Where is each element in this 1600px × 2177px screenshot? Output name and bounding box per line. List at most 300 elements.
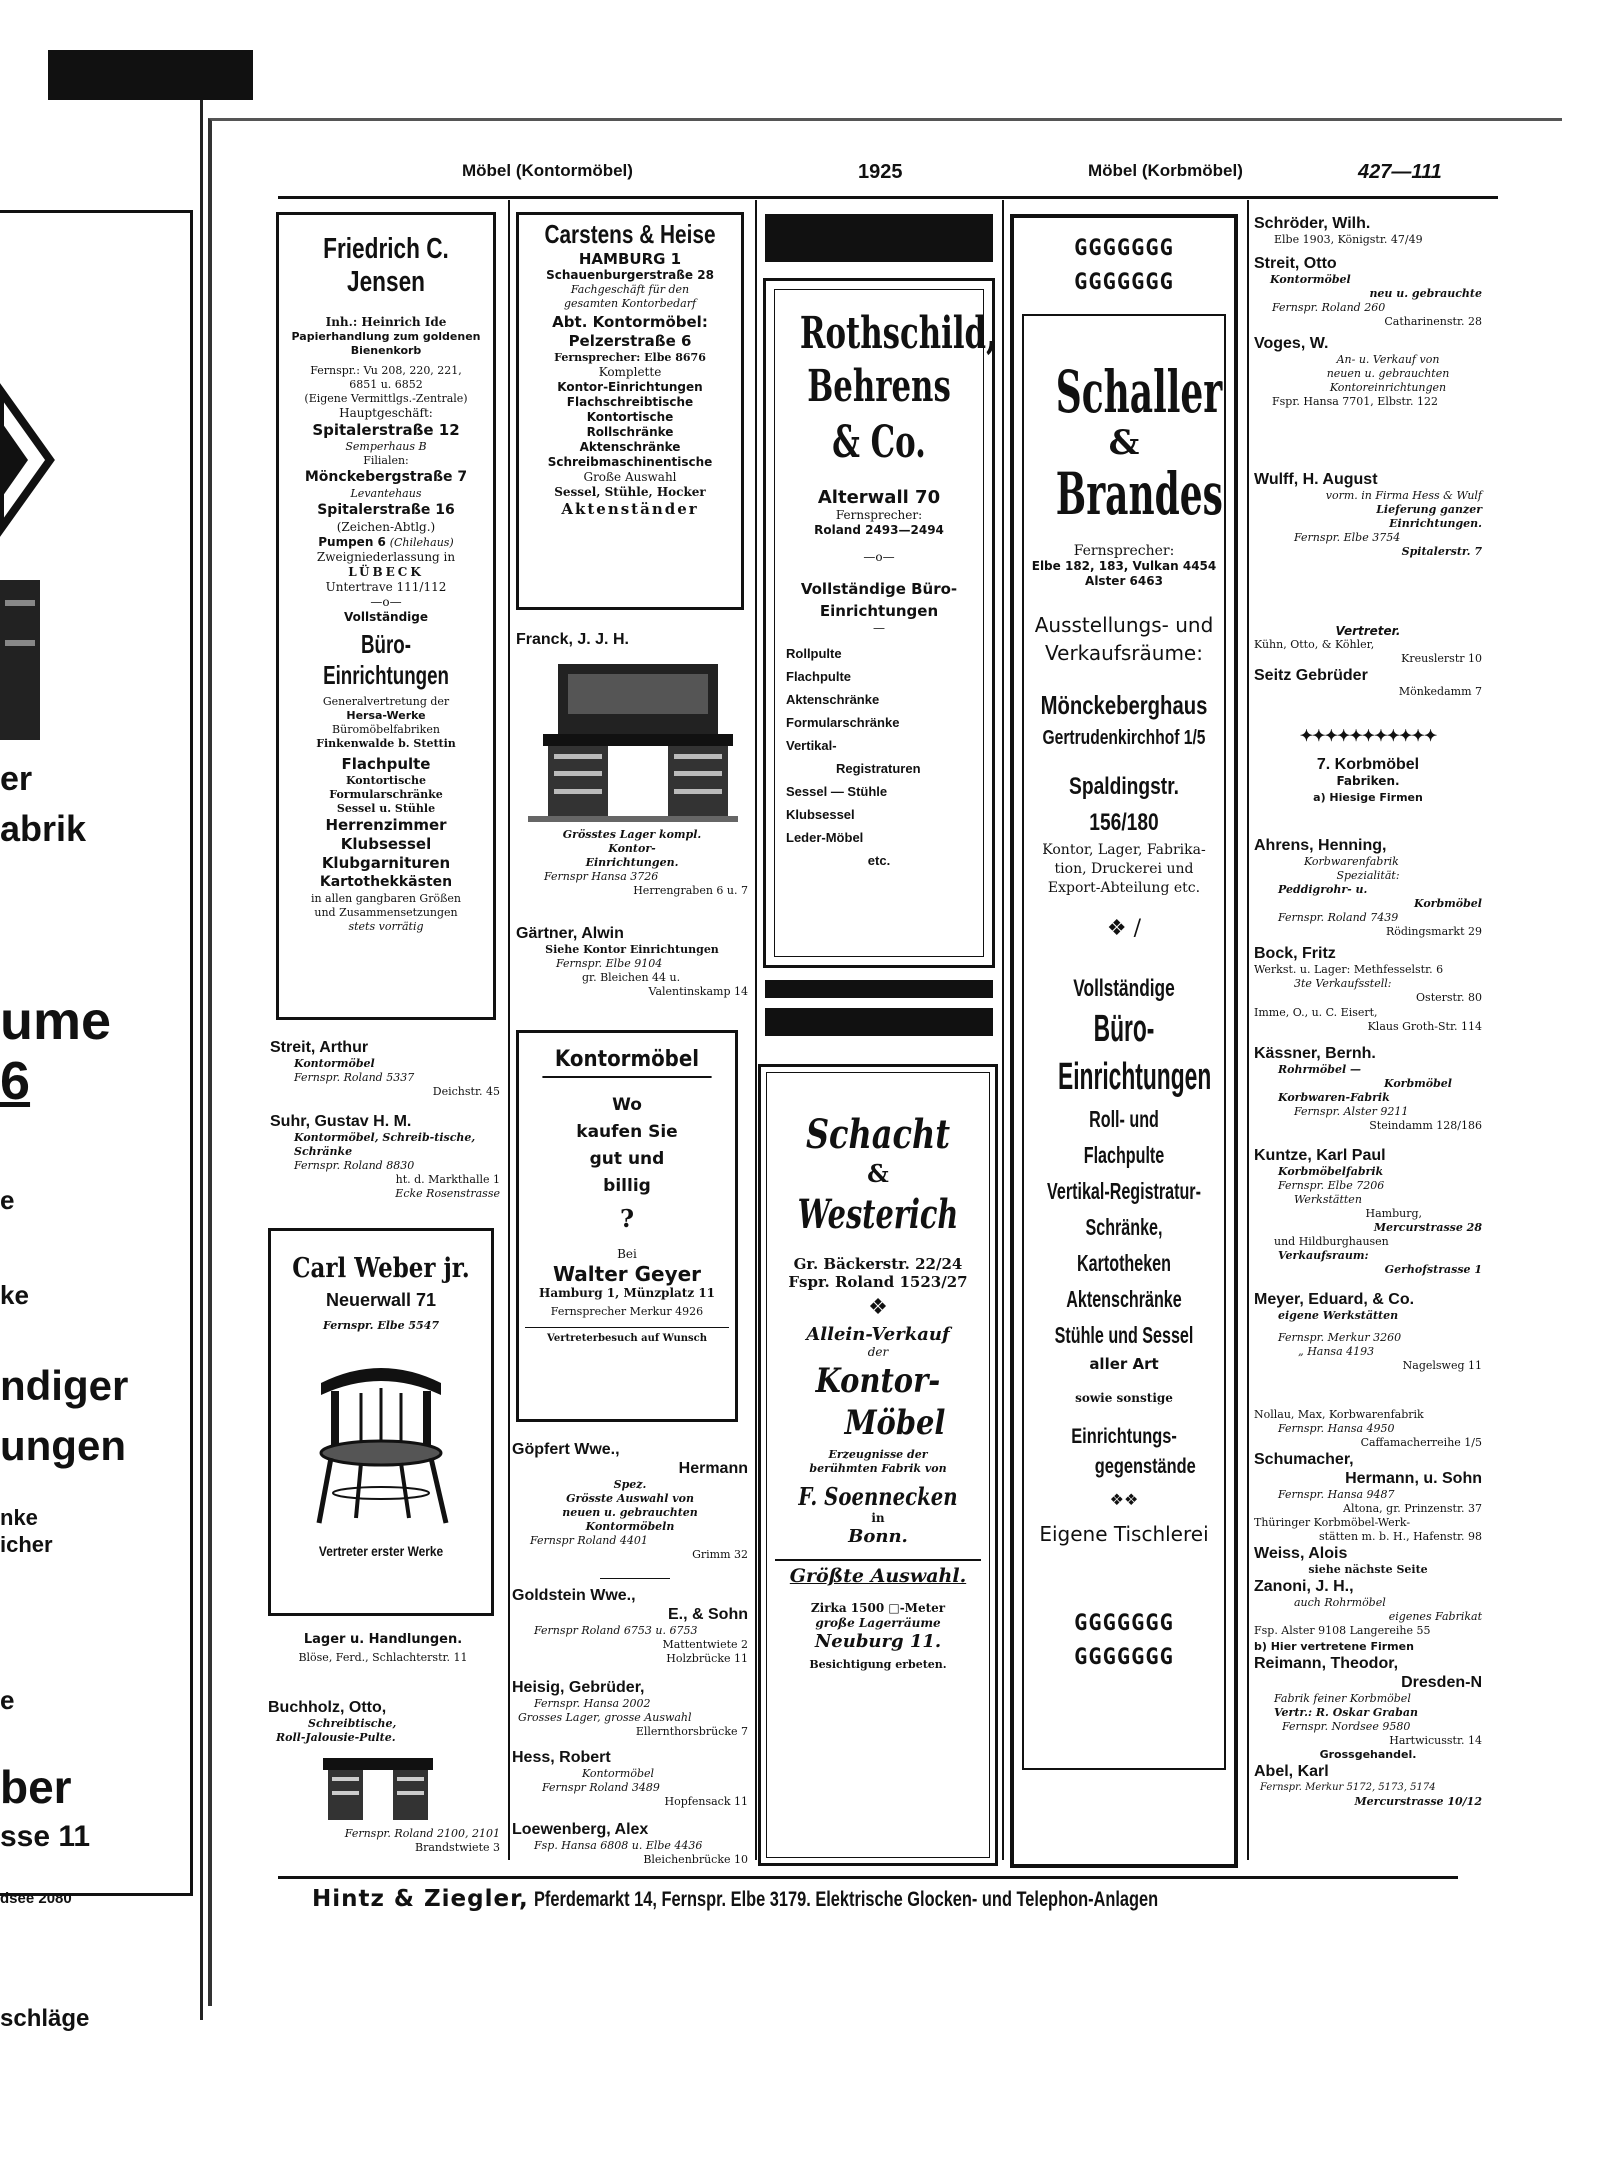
entry-sub3: Peddigrohr- u. xyxy=(1278,883,1368,896)
jensen-city-addr: Untertrave 111/112 xyxy=(325,580,447,594)
entry-addr: gr. Bleichen 44 u. xyxy=(582,971,681,984)
schacht-erz-1: Erzeugnisse der xyxy=(828,1448,928,1461)
entry-addr: Grimm 32 xyxy=(692,1548,748,1561)
schaller-orn-icon: GGGGGGG xyxy=(1074,1645,1174,1670)
voges-entry xyxy=(1254,334,1482,409)
rothschild-sep: —o— xyxy=(863,550,895,564)
schumacher: Schumacher, xyxy=(1254,1451,1354,1468)
jensen-main-label: Hauptgeschäft: xyxy=(339,406,433,420)
schacht-zirka: Zirka 1500 □-Meter xyxy=(810,1601,946,1615)
black-bar-mid-2 xyxy=(765,1008,993,1036)
entry-phone: Fernspr. Roland 5337 xyxy=(294,1071,415,1084)
jensen-sep: —o— xyxy=(370,595,402,609)
korb-a: a) Hiesige Firmen xyxy=(1313,791,1423,804)
entry-sub: Kontormöbel xyxy=(582,1767,655,1780)
schacht-besicht: Besichtigung erbeten. xyxy=(809,1658,947,1671)
entry-addr: Catharinenstr. 28 xyxy=(1384,315,1482,328)
schumacher-2: Hermann, u. Sohn xyxy=(1345,1470,1482,1487)
schaller-phone-label: Fernsprecher: xyxy=(1073,543,1175,559)
jensen-item-4: Sessel u. Stühle xyxy=(336,802,436,815)
entry-phone: Fspr. Hansa 7701, Elbstr. 122 xyxy=(1272,395,1438,408)
franck-entry xyxy=(516,630,748,898)
entry-addr3: und Hildburghausen xyxy=(1274,1235,1389,1248)
entry-addr: Spitalerstr. 7 xyxy=(1401,545,1482,558)
geyer-bei: Bei xyxy=(617,1247,637,1261)
entry-name2: Hermann xyxy=(678,1460,748,1477)
schacht-soennecken: F. Soennecken xyxy=(798,1482,958,1511)
entry-sub3: Kontoreinrichtungen xyxy=(1329,381,1447,394)
entry-sub2: Werkstätten xyxy=(1294,1193,1362,1206)
vertreter-e1b: Kreuslerstr 10 xyxy=(1401,652,1482,665)
korb-b: b) Hier vertretene Firmen xyxy=(1254,1640,1414,1653)
jensen-buero: Büro-Einrichtungen xyxy=(323,629,449,690)
entry-name: Göpfert Wwe., xyxy=(512,1441,620,1458)
entry-sub2: Roll-Jalousie-Pulte. xyxy=(276,1731,396,1744)
carstens-item-1: Kontor-Einrichtungen xyxy=(557,380,703,394)
jensen-item-1: Flachpulte xyxy=(341,755,431,773)
left-frag-3: ume xyxy=(0,991,112,1051)
entry-name: Gärtner, Alwin xyxy=(516,925,624,942)
schacht-erz-2: berühmten Fabrik von xyxy=(809,1462,947,1475)
entry-sub: Siehe Kontor Einrichtungen xyxy=(545,943,719,956)
page-number: 427—111 xyxy=(1358,161,1442,183)
entry-sub: Korbwarenfabrik xyxy=(1304,855,1399,868)
jensen-desc-2: Bienenkorb xyxy=(350,344,422,357)
entry-sub2: Korbmöbel xyxy=(1384,1077,1452,1090)
ahrens-entry xyxy=(1254,836,1482,939)
rothschild-name-1: Rothschild, xyxy=(799,308,997,359)
abel-2: Fernspr. Merkur 5172, 5173, 5174 xyxy=(1260,1782,1436,1793)
header-rule xyxy=(278,196,1498,199)
schaller-aller: aller Art xyxy=(1089,1355,1159,1373)
entry-sub2: Grösste Auswahl von xyxy=(566,1492,694,1505)
franck-kontor: Kontor- xyxy=(608,842,656,855)
carstens-item-2: Flachschreibtische xyxy=(566,395,694,409)
black-bar-mid-1 xyxy=(765,980,993,998)
schacht-moebel: Möbel xyxy=(844,1403,946,1443)
jensen-desc-1: Papierhandlung zum goldenen xyxy=(291,330,481,343)
entry-sub2: Spezialität: xyxy=(1336,869,1400,882)
buchholz-entry xyxy=(268,1698,500,1855)
entry-name2: E., & Sohn xyxy=(668,1606,748,1623)
schaller-tisch: Eigene Tischlerei xyxy=(1039,1522,1209,1546)
geyer-q4: billig xyxy=(603,1176,651,1196)
footer-text: Pferdemarkt 14, Fernspr. Elbe 3179. Elektrische Glocken- und Telephon-Anlagen xyxy=(533,1888,1159,1911)
entry-addr: Nagelsweg 11 xyxy=(1402,1359,1482,1372)
reimann-5: Fernspr. Nordsee 9580 xyxy=(1282,1720,1411,1733)
entry-addr2: Ecke Rosenstrasse xyxy=(395,1187,500,1200)
rothschild-item: Aktenschränke xyxy=(786,692,880,707)
rolltop-desk-icon xyxy=(528,659,738,824)
streit-otto-entry xyxy=(1254,254,1482,329)
black-bar-top xyxy=(765,214,993,262)
entry-addr: Hopfensack 11 xyxy=(664,1795,748,1808)
zanoni-3: eigenes Fabrikat xyxy=(1388,1610,1482,1623)
jensen-general-4: Finkenwalde b. Stettin xyxy=(316,737,456,750)
jensen-complete: Vollständige xyxy=(343,610,429,624)
entry-name: Streit, Otto xyxy=(1254,255,1337,272)
scan-edge xyxy=(48,50,253,100)
schacht-addr: Gr. Bäckerstr. 22/24 xyxy=(793,1255,963,1273)
left-ornament-icon xyxy=(0,360,70,560)
left-frag-9: nke xyxy=(0,1505,38,1530)
jensen-branch-1: Mönckebergstraße 7 xyxy=(304,469,468,485)
entry-name: Voges, W. xyxy=(1254,335,1329,352)
schumacher-addr: Altona, gr. Prinzenstr. 37 xyxy=(1343,1502,1482,1515)
schaller-dia-icon: ❖ / xyxy=(1106,916,1142,941)
thueringer-2: stätten m. b. H., Hafenstr. 98 xyxy=(1318,1530,1482,1543)
abel: Abel, Karl xyxy=(1254,1763,1329,1780)
entry-name: Bock, Fritz xyxy=(1254,945,1336,962)
jensen-main-sub: Semperhaus B xyxy=(345,440,427,453)
carstens-item-5: Aktenschränke xyxy=(579,440,681,454)
entry-sub: Kontormöbel xyxy=(1270,273,1351,286)
carstens-akten: Aktenständer xyxy=(561,500,699,518)
schaller-ausst-1: Ausstellungs- und xyxy=(1034,613,1214,637)
schaller-item-1: Roll- und Flachpulte xyxy=(1083,1106,1165,1168)
entry-sub2: 3te Verkaufsstell: xyxy=(1294,977,1392,990)
entry-addr: Ellernthorsbrücke 7 xyxy=(635,1725,748,1738)
schaller-spald: Spaldingstr. 156/180 xyxy=(1069,773,1179,836)
schaller-kontor-2: tion, Druckerei und xyxy=(1054,861,1194,877)
entry-phone: Fernspr. Elbe 9104 xyxy=(556,957,663,970)
left-frag-7: ndiger xyxy=(0,1362,129,1409)
weber-street: Neuerwall 71 xyxy=(325,1290,437,1310)
entry-name: Goldstein Wwe., xyxy=(512,1587,636,1604)
entry-name: Schröder, Wilh. xyxy=(1254,215,1371,232)
gaertner-entry xyxy=(516,924,748,999)
rothschild-name-3: & Co. xyxy=(832,417,926,468)
footer-name: Hintz & Ziegler, xyxy=(312,1886,529,1912)
schacht-phone: Fspr. Roland 1523/27 xyxy=(788,1273,968,1291)
jensen-zweig: Zweigniederlassung in xyxy=(316,550,456,564)
hess-entry xyxy=(512,1748,748,1809)
reimann-2: Dresden-N xyxy=(1401,1674,1482,1691)
entry-line: Elbe 1903, Königstr. 47/49 xyxy=(1274,233,1423,246)
grosshandel: Grossgehandel. xyxy=(1319,1748,1417,1761)
schacht-der: der xyxy=(867,1345,889,1359)
jensen-branch-label: Filialen: xyxy=(363,454,409,467)
left-frag-2: abrik xyxy=(0,808,87,849)
reimann-6: Hartwicusstr. 14 xyxy=(1389,1734,1482,1747)
heisig-entry xyxy=(512,1678,748,1739)
schaller-einr2: Einrichtungs- xyxy=(1071,1425,1177,1448)
entry-phone: Fernspr Roland 4401 xyxy=(530,1534,648,1547)
carstens-auswahl: Große Auswahl xyxy=(583,470,677,484)
franck-lager: Grösstes Lager kompl. xyxy=(562,828,702,841)
schroeder-entry xyxy=(1254,214,1482,247)
left-frag-6: ke xyxy=(0,1280,29,1310)
entry-addr: Bleichenbrücke 10 xyxy=(643,1853,748,1866)
franck-addr: Herrengraben 6 u. 7 xyxy=(633,884,748,897)
rothschild-complete-2: Einrichtungen xyxy=(819,602,939,620)
schaller-sowie: sowie sonstige xyxy=(1075,1391,1173,1405)
schaller-item-3: Schränke, Kartotheken xyxy=(1077,1214,1171,1276)
entry-sub3: neuen u. gebrauchten xyxy=(562,1506,698,1519)
col-rule-4 xyxy=(1247,200,1249,1860)
geyer-addr: Hamburg 1, Münzplatz 11 xyxy=(538,1286,716,1300)
entry-sub: Schreibtische, xyxy=(308,1717,397,1730)
schaller-complete: Vollständige xyxy=(1073,975,1175,1002)
bock-entry xyxy=(1254,944,1482,1005)
schaller-orn-icon: GGGGGGG xyxy=(1074,270,1174,295)
lager-section xyxy=(268,1632,498,1665)
entry-phone: Fernspr. Elbe 3754 xyxy=(1294,531,1401,544)
entry-name: Kässner, Bernh. xyxy=(1254,1045,1376,1062)
zanoni: Zanoni, J. H., xyxy=(1254,1578,1354,1595)
entry-addr: Deichstr. 45 xyxy=(432,1085,500,1098)
rothschild-item: Rollpulte xyxy=(786,646,842,661)
left-frag-4: 6 xyxy=(0,1051,31,1111)
separator xyxy=(600,1578,670,1579)
entry-name: Ahrens, Henning, xyxy=(1254,837,1387,854)
carstens-item-6: Schreibmaschinentische xyxy=(547,455,713,469)
entry-sub: eigene Werkstätten xyxy=(1278,1309,1399,1322)
entry-sub: Werkst. u. Lager: Methfesselstr. 6 xyxy=(1254,963,1444,976)
entry-addr2: Valentinskamp 14 xyxy=(648,985,748,998)
meyer-entry xyxy=(1254,1290,1482,1373)
rothschild-phone-label: Fernsprecher: xyxy=(835,508,923,522)
rothschild-item: Sessel — Stühle xyxy=(786,784,888,799)
jensen-phone-1: Fernspr.: Vu 208, 220, 221, xyxy=(310,364,462,377)
entry-sub3: Korbwaren-Fabrik xyxy=(1278,1091,1390,1104)
rothschild-phone: Roland 2493—2494 xyxy=(814,523,944,537)
schacht-orn-icon: ❖ xyxy=(868,1295,888,1320)
jensen-general-2: Hersa-Werke xyxy=(346,709,426,722)
jensen-footer-2: und Zusammensetzungen xyxy=(314,906,458,919)
weiss: Weiss, Alois xyxy=(1254,1545,1348,1562)
geyer-ad xyxy=(516,1030,738,1422)
left-frag-12: ber xyxy=(0,1761,72,1813)
schaller-amp: & xyxy=(1108,423,1140,463)
entry-phone: Fernspr. Roland 8830 xyxy=(294,1159,415,1172)
rothschild-dash: — xyxy=(873,621,885,635)
left-frag-11: e xyxy=(0,1685,15,1715)
carstens-desc-2: gesamten Kontorbedarf xyxy=(563,297,697,310)
left-frag-10: icher xyxy=(0,1532,53,1557)
schacht-lager: große Lagerräume xyxy=(815,1616,941,1630)
streit-arthur-entry xyxy=(270,1038,500,1099)
entry-addr: ht. d. Markthalle 1 xyxy=(395,1173,500,1186)
entry-sub: An- u. Verkauf von xyxy=(1336,353,1440,366)
korb-sub: Fabriken. xyxy=(1336,774,1400,788)
vertreter-title: Vertreter. xyxy=(1335,624,1401,638)
schaller-kontor-3: Export-Abteilung etc. xyxy=(1047,880,1201,896)
thueringer: Thüringer Korbmöbel-Werk- xyxy=(1254,1516,1411,1529)
weber-ad xyxy=(268,1228,494,1616)
schaller-hof: Gertrudenkirchhof 1/5 xyxy=(1042,727,1206,749)
rothschild-item: Vertikal- xyxy=(786,738,837,753)
entry-sub: Korbmöbelfabrik xyxy=(1278,1165,1384,1178)
schacht-kontor: Kontor- xyxy=(815,1361,941,1401)
carstens-name: Carstens & Heise xyxy=(544,219,716,249)
col-rule-2 xyxy=(755,200,757,1860)
entry-phone: Fernspr. Elbe 7206 xyxy=(1278,1179,1385,1192)
carstens-ad xyxy=(516,212,744,610)
schacht-neuburg: Neuburg 11. xyxy=(814,1631,942,1652)
carstens-city: HAMBURG 1 xyxy=(578,250,682,268)
jensen-item-7: Klubgarnituren xyxy=(321,854,451,872)
rothschild-item: Klubsessel xyxy=(786,807,855,822)
carstens-abt-addr: Pelzerstraße 6 xyxy=(568,332,692,350)
entry-phone2: „ Hansa 4193 xyxy=(1298,1345,1375,1358)
jensen-general-1: Generalvertretung der xyxy=(322,695,450,708)
imme-entry xyxy=(1254,1006,1482,1034)
loewenberg-entry xyxy=(512,1820,748,1867)
schacht-allein: Allein-Verkauf xyxy=(806,1324,950,1345)
geyer-phone: Fernsprecher Merkur 4926 xyxy=(550,1305,704,1318)
left-frag-14: dsee 2080 xyxy=(0,1890,72,1907)
jensen-phone-3: (Eigene Vermittlgs.-Zentrale) xyxy=(304,392,468,405)
reimann-4: Vertr.: R. Oskar Graban xyxy=(1274,1706,1418,1719)
left-frag-15: schläge xyxy=(0,2005,90,2032)
schumacher-phone: Fernspr. Hansa 9487 xyxy=(1278,1488,1395,1501)
weiss-2: siehe nächste Seite xyxy=(1308,1563,1428,1576)
col-rule-3 xyxy=(1002,200,1004,1860)
jensen-item-2: Kontortische xyxy=(345,774,426,787)
header-left: Möbel (Kontormöbel) xyxy=(462,161,633,180)
schaller-name-1: Schaller xyxy=(1055,358,1223,426)
entry-name: Streit, Arthur xyxy=(270,1039,369,1056)
weber-name: Carl Weber jr. xyxy=(292,1253,470,1284)
jensen-general-3: Büromöbelfabriken xyxy=(332,723,440,736)
schaller-haus: Mönckeberghaus xyxy=(1040,690,1208,720)
wulff-entry xyxy=(1254,470,1482,559)
schaller-ausst-2: Verkaufsräume: xyxy=(1045,641,1203,665)
entry-name: Suhr, Gustav H. M. xyxy=(270,1113,412,1130)
lager-entry: Blöse, Ferd., Schlachterstr. 11 xyxy=(298,1651,468,1664)
entry-name: Loewenberg, Alex xyxy=(512,1821,649,1838)
schaller-orn-icon: GGGGGGG xyxy=(1074,236,1174,261)
entry-addr2: Holzbrücke 11 xyxy=(666,1652,748,1665)
goepfert-entry xyxy=(512,1440,748,1562)
rothschild-complete-1: Vollständige Büro- xyxy=(800,580,958,598)
schaller-item-4: Aktenschränke xyxy=(1066,1286,1182,1312)
entry-sub4: Kontormöbeln xyxy=(585,1520,675,1533)
vertreter-e2b: Mönkedamm 7 xyxy=(1398,685,1482,698)
reimann: Reimann, Theodor, xyxy=(1254,1655,1399,1672)
entry-addr: Osterstr. 80 xyxy=(1416,991,1482,1004)
rothschild-street: Alterwall 70 xyxy=(817,487,941,508)
entry-name: Kuntze, Karl Paul xyxy=(1254,1147,1386,1164)
carstens-phone: Fernsprecher: Elbe 8676 xyxy=(554,351,706,364)
entry-sub: Kontormöbel xyxy=(294,1057,375,1070)
left-furniture-icon xyxy=(0,570,45,750)
schacht-ad xyxy=(758,1064,998,1866)
entry-sub: Spez. xyxy=(613,1478,647,1491)
abel-3: Mercurstrasse 10/12 xyxy=(1354,1795,1482,1808)
carstens-abt: Abt. Kontormöbel: xyxy=(552,313,708,331)
weber-phone: Fernspr. Elbe 5547 xyxy=(322,1319,440,1332)
entry-phone: Fernspr. Roland 2100, 2101 xyxy=(344,1827,500,1840)
entry-sub4: Gerhofstrasse 1 xyxy=(1384,1263,1482,1276)
entry-sub3: Einrichtungen. xyxy=(1389,517,1482,530)
left-frag-8: ungen xyxy=(0,1422,126,1469)
entry-name: Buchholz, Otto, xyxy=(268,1699,387,1716)
entry-addr: Klaus Groth-Str. 114 xyxy=(1367,1020,1482,1033)
footer-rule xyxy=(278,1876,1458,1879)
schacht-amp: & xyxy=(867,1159,889,1188)
entry-sub: Rohrmöbel — xyxy=(1278,1063,1361,1076)
schacht-name-2: Westerich xyxy=(797,1191,959,1238)
rothschild-item: Registraturen xyxy=(836,761,921,776)
jensen-main-addr: Spitalerstraße 12 xyxy=(312,421,460,439)
schacht-bonn: Bonn. xyxy=(848,1526,908,1547)
schaller-gegen: gegenstände xyxy=(1094,1455,1196,1478)
schaller-buero: Büro- xyxy=(1093,1008,1155,1050)
schacht-groesste: Größte Auswahl. xyxy=(789,1565,967,1587)
entry-addr: Brandstwiete 3 xyxy=(415,1841,500,1854)
geyer-mark: ? xyxy=(619,1204,635,1233)
desk-icon xyxy=(318,1753,438,1823)
left-page-fragment xyxy=(0,100,203,2032)
carstens-complete: Komplette xyxy=(598,365,662,379)
korb-orn-icon: ✦✦✦✦✦✦✦✦✦✦✦ xyxy=(1299,726,1437,745)
carstens-item-3: Kontortische xyxy=(586,410,674,424)
schaller-dia2-icon: ❖❖ xyxy=(1109,1490,1139,1509)
lager-title: Lager u. Handlungen. xyxy=(303,1632,463,1647)
rothschild-ad xyxy=(763,278,995,968)
schaller-item-2: Vertikal-Registratur- xyxy=(1047,1178,1201,1204)
entry-sub4: Korbmöbel xyxy=(1414,897,1482,910)
entry-sub: Kontormöbel, Schreib-tische, Schränke xyxy=(294,1131,476,1158)
carstens-desc-1: Fachgeschäft für den xyxy=(570,283,690,296)
korb-section xyxy=(1254,726,1482,805)
geyer-title: Kontormöbel xyxy=(542,1047,711,1078)
rothschild-item: Flachpulte xyxy=(786,669,852,684)
jensen-owner: Inh.: Heinrich Ide xyxy=(325,315,447,329)
rothschild-item: Leder-Möbel xyxy=(786,830,864,845)
jensen-name: Friedrich C. Jensen xyxy=(323,233,449,298)
entry-sub2: Lieferung ganzer xyxy=(1376,503,1482,516)
header-year: 1925 xyxy=(858,161,903,183)
entry-phone: Fernspr. Alster 9211 xyxy=(1294,1105,1409,1118)
jensen-item-5: Herrenzimmer xyxy=(325,816,447,834)
jensen-item-6: Klubsessel xyxy=(340,835,432,853)
geyer-q3: gut und xyxy=(589,1149,665,1169)
col5-tail xyxy=(1254,1408,1482,1809)
jensen-branch-2: Spitalerstraße 16 xyxy=(317,502,455,518)
reimann-3: Fabrik feiner Korbmöbel xyxy=(1274,1692,1411,1705)
geyer-name: Walter Geyer xyxy=(552,1262,702,1286)
jensen-item-8: Kartothekkästen xyxy=(319,874,453,890)
entry-phone: Fernspr. Hansa 2002 xyxy=(534,1697,651,1710)
entry-phone: Fernspr Roland 3489 xyxy=(542,1781,660,1794)
jensen-ad xyxy=(276,212,496,1020)
entry-name: Heisig, Gebrüder, xyxy=(512,1679,645,1696)
zanoni-2: auch Rohrmöbel xyxy=(1294,1596,1386,1609)
kuntze-entry xyxy=(1254,1146,1482,1277)
footer-ad xyxy=(312,1886,1334,1912)
zanoni-4: Fsp. Alster 9108 Langereihe 55 xyxy=(1254,1624,1431,1637)
vertreter-e1: Kühn, Otto, & Köhler, xyxy=(1254,638,1375,651)
entry-phone: Fernspr Roland 6753 u. 6753 xyxy=(534,1624,698,1637)
geyer-q2: kaufen Sie xyxy=(576,1122,678,1142)
entry-addr2: Mercurstrasse 28 xyxy=(1373,1221,1482,1234)
jensen-branch-3: Pumpen 6 xyxy=(318,535,386,549)
entry-phone: Fsp. Hansa 6808 u. Elbe 4436 xyxy=(534,1839,703,1852)
schaller-orn-icon: GGGGGGG xyxy=(1074,1611,1174,1636)
jensen-phone-2: 6851 u. 6852 xyxy=(349,378,423,391)
entry-phone: Fernspr. Roland 7439 xyxy=(1278,911,1399,924)
entry-addr: Rödingsmarkt 29 xyxy=(1385,925,1482,938)
nollau-phone: Fernspr. Hansa 4950 xyxy=(1278,1422,1395,1435)
entry-phone: Fernspr. Merkur 3260 xyxy=(1278,1331,1402,1344)
vertreter-e2: Seitz Gebrüder xyxy=(1254,667,1368,684)
carstens-street: Schauenburgerstraße 28 xyxy=(546,268,714,282)
schacht-in: in xyxy=(871,1511,885,1525)
entry-sub3: Verkaufsraum: xyxy=(1278,1249,1369,1262)
